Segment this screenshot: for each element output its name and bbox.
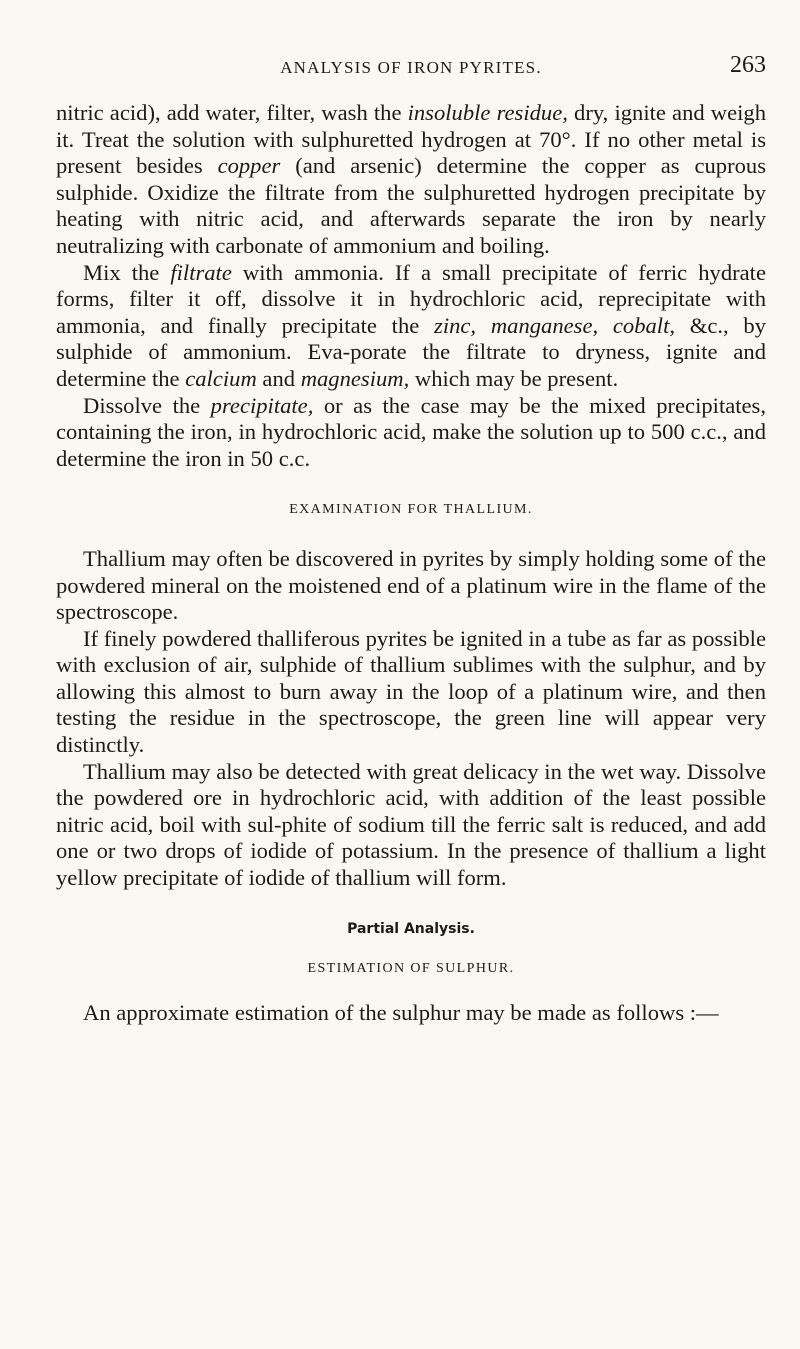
text-run: &c., by sulphide of ammonium. Eva-porate the filtrate to dryness, ignite and determine the bbox=[56, 312, 766, 391]
text-run: or as the case may be the mixed precipitates, containing the iron, in hydrochloric acid, make the solution up to 500 c.c., and determine the iron in 50 c.c. bbox=[56, 392, 766, 471]
italic-term: calcium bbox=[185, 365, 257, 391]
text-run: dry, ignite and weigh it. Treat the solution with sulphuretted hydrogen at 70°. If no other metal is present besides bbox=[56, 100, 767, 179]
page-number: 263 bbox=[730, 52, 766, 78]
text-run: Mix the bbox=[83, 259, 171, 285]
paragraph-sulphur-estimation: An approximate estimation of the sulphur may be made as follows :— bbox=[83, 999, 719, 1025]
italic-term: insoluble residue, bbox=[407, 100, 568, 125]
italic-term: copper bbox=[217, 153, 281, 179]
text-run: Dissolve the bbox=[83, 392, 211, 418]
paragraph-thallium-sublimation: If finely powdered thalliferous pyrites be ignited in a tube as far as possible with exclusion of air, sulphide of thallium sublimes with the sulphur, and by allowing this almost to burn away in the loop of a platinum wire, and then testing the residue in the spectroscope, the green line will appear very distinctly. bbox=[56, 625, 766, 758]
paragraph-thallium-wet-way: Thallium may also be detected with great delicacy in the wet way. Dissolve the powdered ore in hydrochloric acid, with addition of the least possible nitric acid, boil with sul-phite of sodium till the ferric salt is reduced, and add one or two drops of iodide of potassium. In the presence of thallium a light yellow precipitate of iodide of thallium will form. bbox=[56, 758, 766, 891]
running-title: ANALYSIS OF IRON PYRITES. bbox=[280, 58, 542, 77]
paragraph-precipitate bbox=[56, 393, 766, 473]
running-header bbox=[56, 52, 766, 82]
paragraph-filtrate bbox=[56, 260, 766, 393]
text-run: which may be present. bbox=[409, 365, 619, 391]
section-heading-sulphur: ESTIMATION OF SULPHUR. bbox=[307, 961, 515, 977]
italic-term: precipitate, bbox=[210, 392, 314, 418]
section-heading-thallium: EXAMINATION FOR THALLIUM. bbox=[289, 502, 533, 518]
page-body bbox=[56, 100, 766, 1026]
section-heading-partial-analysis: Partial Analysis. bbox=[347, 920, 475, 937]
italic-term: filtrate bbox=[170, 259, 232, 285]
text-run: (and arsenic) determine the copper as cuprous sulphide. Oxidize the filtrate from the sulphuretted hydrogen precipitate by heating with nitric acid, and afterwards separate the iron by nearly neutralizing with carbonate of ammonium and boiling. bbox=[56, 153, 766, 258]
italic-term: zinc, manganese, cobalt, bbox=[434, 312, 675, 338]
paragraph-continued bbox=[56, 100, 766, 260]
paragraph-thallium-spectroscope: Thallium may often be discovered in pyrites by simply holding some of the powdered mineral on the moistened end of a platinum wire in the flame of the spectroscope. bbox=[56, 545, 766, 625]
italic-term: magnesium, bbox=[300, 365, 410, 391]
text-run: nitric acid), add water, filter, wash the bbox=[56, 100, 408, 125]
text-run: and bbox=[256, 365, 301, 391]
text-run: with ammonia. If a small precipitate of ferric hydrate forms, filter it off, dissolve it in hydrochloric acid, reprecipitate with ammonia, and finally precipitate the bbox=[56, 259, 766, 338]
